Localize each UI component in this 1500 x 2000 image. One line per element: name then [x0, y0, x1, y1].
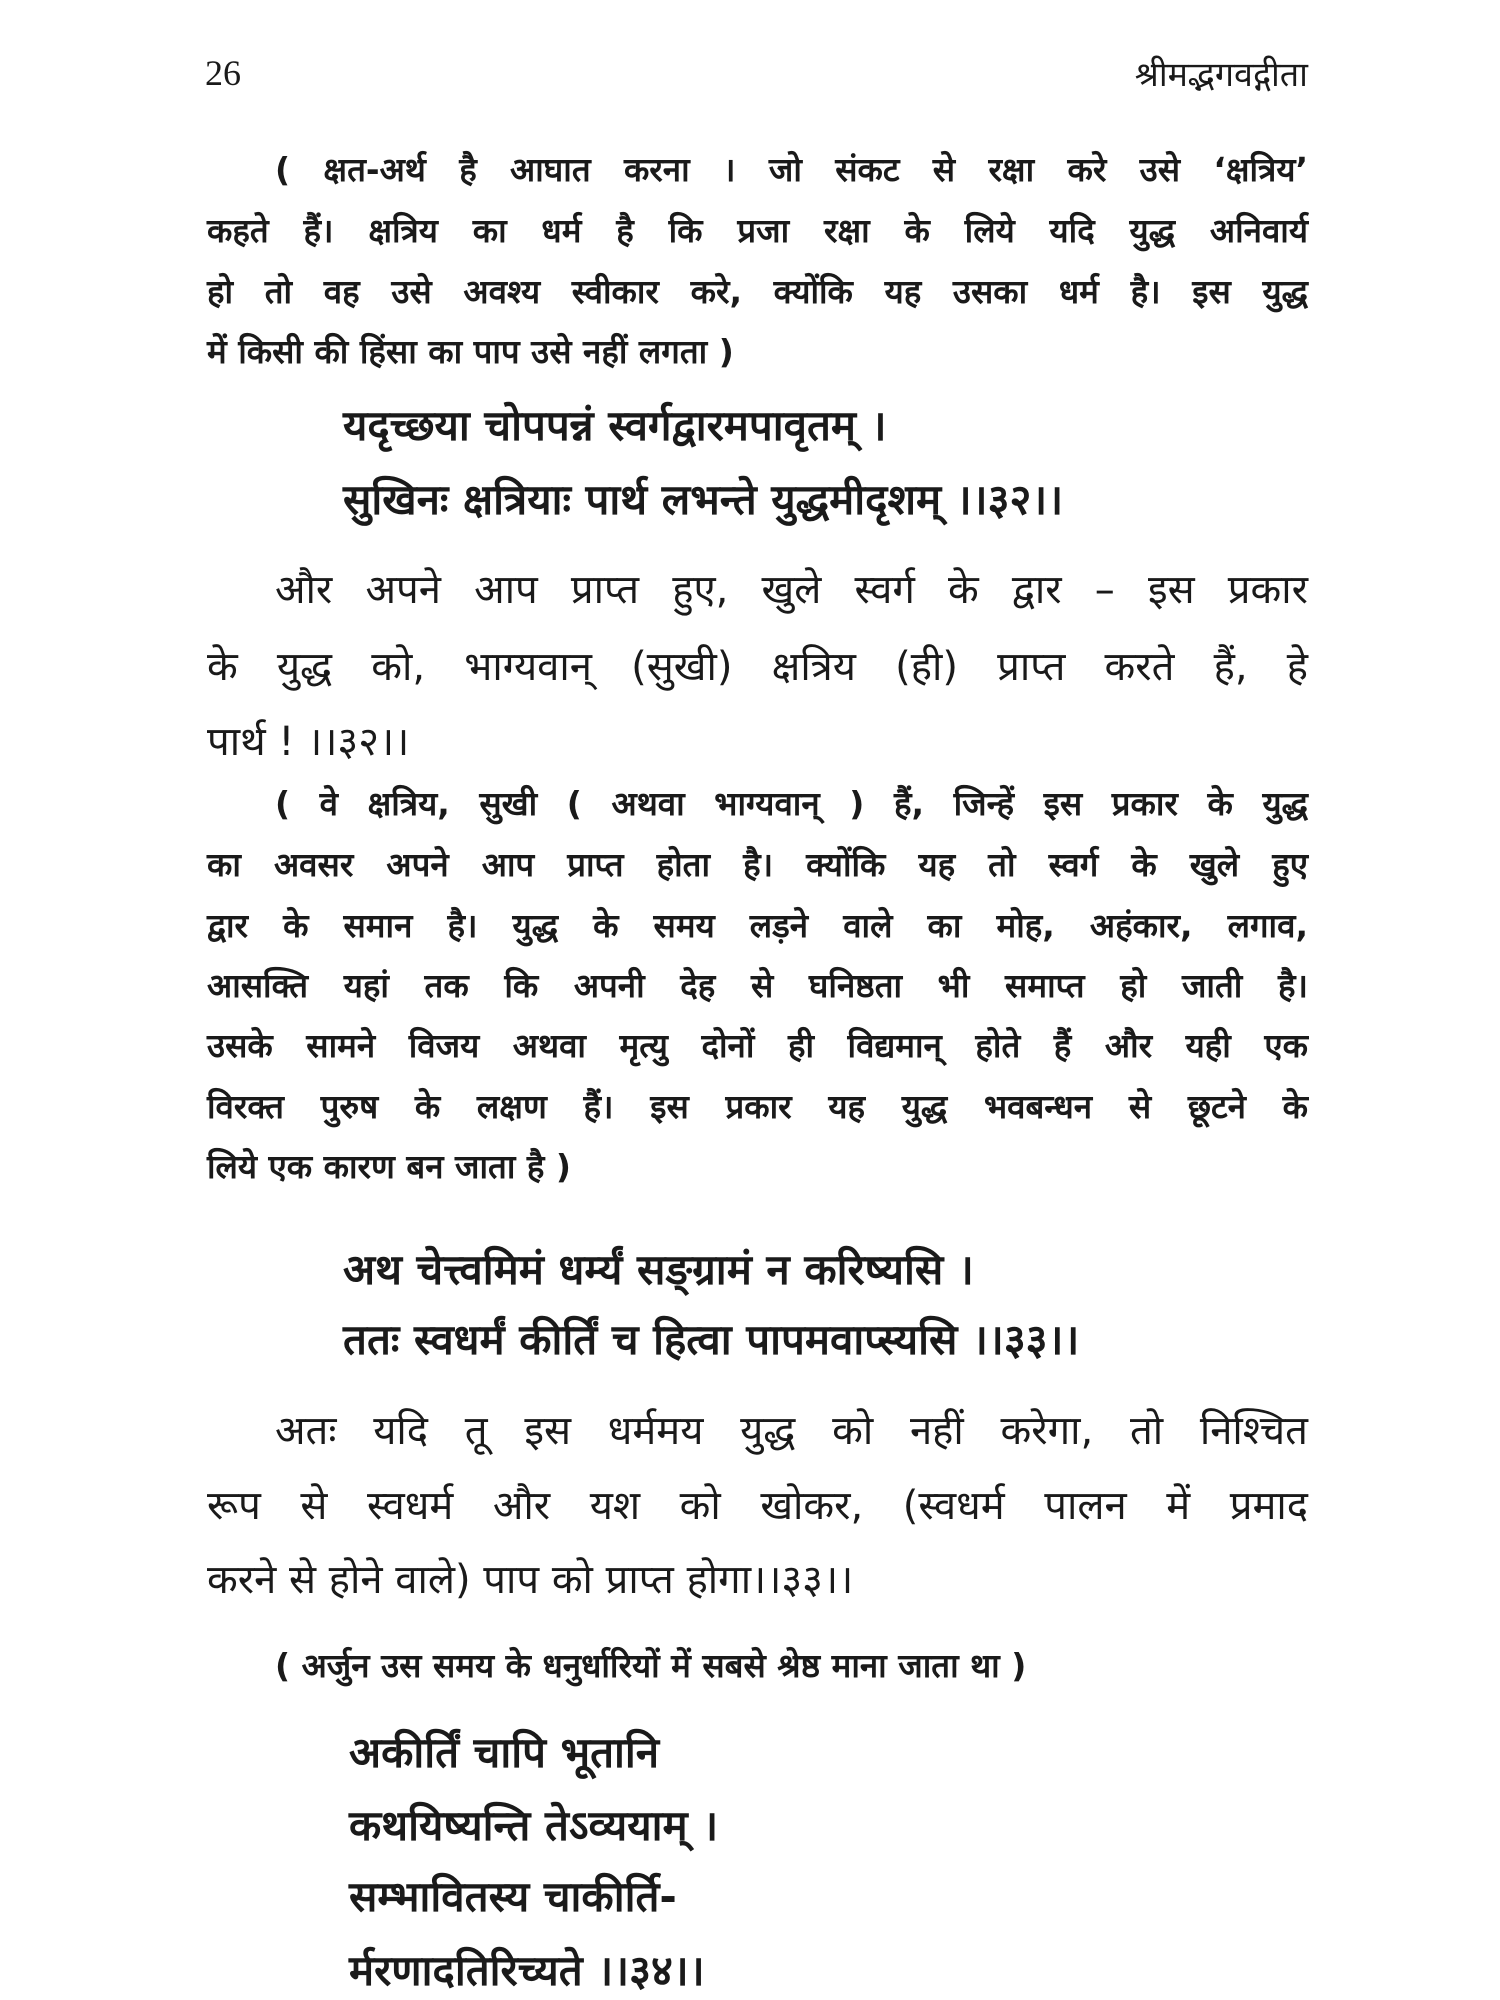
text-line: विरक्त पुरुष के लक्षण हैं। इस प्रकार यह युद्ध भवबन्धन से छूटने के [207, 1087, 1308, 1126]
verse-line: सुखिनः क्षत्रियाः पार्थ लभन्ते युद्धमीदृशम् ।।३२।। [343, 475, 1064, 524]
page-number: 26 [205, 53, 241, 93]
text-line: लिये एक कारण बन जाता है ) [207, 1147, 571, 1186]
text-line: आसक्ति यहां तक कि अपनी देह से घनिष्ठता भी समाप्त हो जाती है। [207, 966, 1308, 1005]
verse-line: र्मरणादतिरिच्यते ।।३४।। [349, 1946, 705, 1995]
verse-line: अकीर्तिं चापि भूतानि [349, 1728, 660, 1777]
text-line: का अवसर अपने आप प्राप्त होता है। क्योंकि यह तो स्वर्ग के खुले हुए [207, 845, 1308, 884]
text-line: द्वार के समान है। युद्ध के समय लड़ने वाले का मोह, अहंकार, लगाव, [207, 906, 1308, 945]
text-line: कहते हैं। क्षत्रिय का धर्म है कि प्रजा रक्षा के लिये यदि युद्ध अनिवार्य [207, 211, 1308, 250]
text-line: रूप से स्वधर्म और यश को खोकर, (स्वधर्म पालन में प्रमाद [207, 1483, 1308, 1529]
text-line: उसके सामने विजय अथवा मृत्यु दोनों ही विद्यमान् होते हैं और यही एक [207, 1026, 1308, 1065]
verse-line: सम्भावितस्य चाकीर्ति- [349, 1872, 677, 1921]
text-line: अतः यदि तू इस धर्ममय युद्ध को नहीं करेगा, तो निश्चित [275, 1408, 1308, 1454]
commentary-note-3: ( अर्जुन उस समय के धनुर्धारियों में सबसे श्रेष्ठ माना जाता था ) [275, 1646, 1027, 1685]
verse-line: ततः स्वधर्मं कीर्तिं च हित्वा पापमवाप्स्यसि ।।३३।। [343, 1315, 1080, 1364]
verse-line: यदृच्छया चोपपन्नं स्वर्गद्वारमपावृतम् । [343, 401, 887, 450]
running-head: श्रीमद्भगवद्गीता [1134, 55, 1308, 95]
verse-line: अथ चेत्त्वमिमं धर्म्यं सङ्ग्रामं न करिष्यसि । [343, 1245, 974, 1294]
text-line: के युद्ध को, भाग्यवान् (सुखी) क्षत्रिय (ही) प्राप्त करते हैं, हे [207, 644, 1308, 690]
text-line: करने से होने वाले) पाप को प्राप्त होगा।।३३।। [207, 1557, 854, 1603]
verse-line: कथयिष्यन्ति तेऽव्ययाम् । [349, 1801, 719, 1850]
text-line: में किसी की हिंसा का पाप उसे नहीं लगता ) [207, 332, 734, 371]
text-line: हो तो वह उसे अवश्य स्वीकार करे, क्योंकि यह उसका धर्म है। इस युद्ध [207, 272, 1308, 311]
text-line: पार्थ ! ।।३२।। [207, 719, 410, 765]
text-line: ( क्षत-अर्थ है आघात करना । जो संकट से रक्षा करे उसे ‘क्षत्रिय’ [275, 150, 1308, 189]
text-line: और अपने आप प्राप्त हुए, खुले स्वर्ग के द्वार – इस प्रकार [275, 567, 1308, 613]
text-line: ( वे क्षत्रिय, सुखी ( अथवा भाग्यवान् ) हैं, जिन्हें इस प्रकार के युद्ध [275, 784, 1308, 823]
